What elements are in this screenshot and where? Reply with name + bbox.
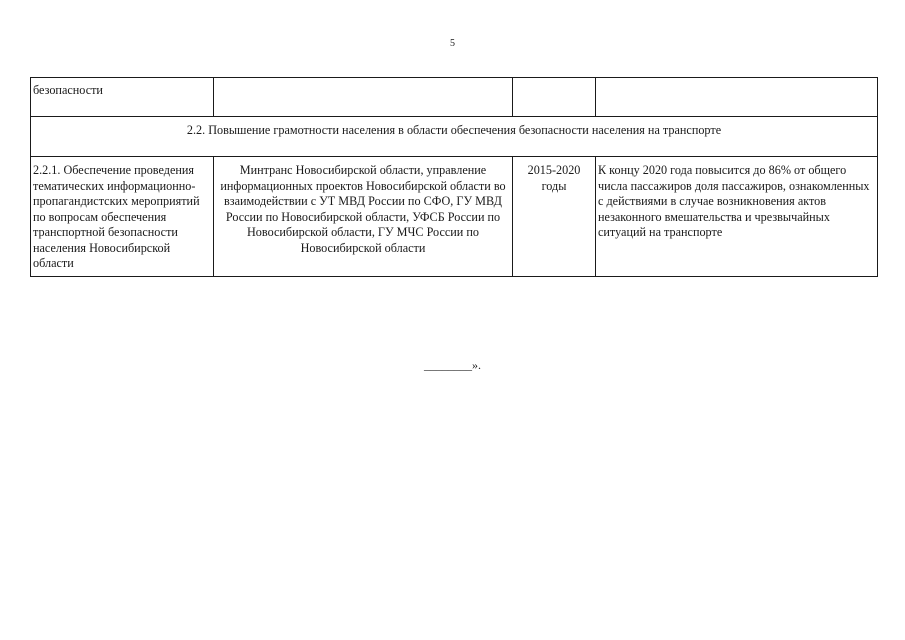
table-row: [31, 78, 878, 117]
cell-executors: Минтранс Новосибирской области, управление информационных проектов Новосибирской области во взаимодействии с УТ МВД России по СФО, ГУ МВД России по Новосибирской области, УФСБ России по Новосибирской области, ГУ МЧС России по Новосибирской области: [214, 157, 513, 277]
cell-period: 2015-2020 годы: [513, 157, 596, 277]
page-number: 5: [450, 38, 455, 49]
table-row: [31, 157, 878, 277]
cell-empty: [596, 78, 878, 117]
cell-measure: 2.2.1. Обеспечение проведения тематических информационно-пропагандистских мероприятий по вопросам обеспечения транспортной безопасности населения Новосибирской области: [31, 157, 214, 277]
closing-line: ________».: [424, 358, 481, 372]
cell-result: К концу 2020 года повысится до 86% от общего числа пассажиров доля пассажиров, ознакомленных с действиями в случае возникновения актов незаконного вмешательства и чрезвычайных ситуаций на транспорте: [596, 157, 878, 277]
cell-empty: [214, 78, 513, 117]
cell-empty: [513, 78, 596, 117]
section-heading-row: [31, 117, 878, 157]
cell-continued-measure: безопасности: [31, 78, 214, 117]
section-heading: 2.2. Повышение грамотности населения в области обеспечения безопасности населения на транспорте: [31, 117, 878, 157]
measures-table: [30, 77, 878, 277]
